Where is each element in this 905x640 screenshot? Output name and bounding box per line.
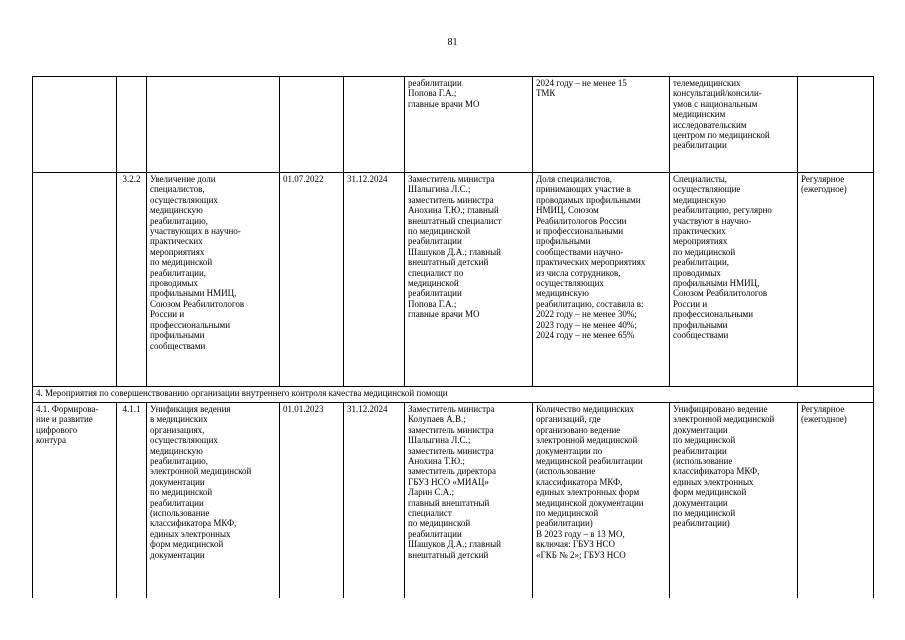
- activity-cell: Увеличение доли специалистов, осуществляющих медицинскую реабилитацию, участвующих в научно- практических мероприятиях по медицинской реабилитации, проводимых профильными НМИЦ, Союзом Реабилитологов России и профессиональными профильными сообществами: [147, 173, 280, 387]
- responsible-cell: Заместитель министра Шалыгина Л.С.; заместитель министра Анохина Т.Ю.; главный внештатный специалист по медицинской реабилитации Шашуков Д.А.; главный внештатный детский специалист по медицинской реабилитации Попова Г.А.; главные врачи МО: [405, 173, 533, 387]
- end-date-cell: 31.12.2024: [344, 403, 405, 599]
- section-header-row: [33, 387, 874, 403]
- activity-cell: [147, 77, 280, 173]
- item-number-cell: 3.2.2: [117, 173, 147, 387]
- end-date-cell: 31.12.2024: [344, 173, 405, 387]
- table-row: [33, 173, 874, 387]
- task-cell: [33, 173, 117, 387]
- frequency-cell: [798, 77, 874, 173]
- start-date-cell: 01.07.2022: [280, 173, 344, 387]
- section-header: 4. Мероприятия по совершенствованию организации внутреннего контроля качества медицинской помощи: [33, 387, 874, 403]
- frequency-cell: Регулярное (ежегодное): [798, 173, 874, 387]
- table-row: [33, 403, 874, 599]
- indicator-cell: 2024 году – не менее 15 ТМК: [533, 77, 670, 173]
- result-cell: Специалисты, осуществляющие медицинскую реабилитацию, регулярно участвуют в научно- практических мероприятиях по медицинской реабилитации, проводимых профильными НМИЦ, Союзом Реабилитологов России и профессиональными профильными сообществами: [670, 173, 798, 387]
- result-cell: телемедицинских консультаций/консили- умов с национальным медицинским исследовательским центром по медицинской реабилитации: [670, 77, 798, 173]
- indicator-cell: Количество медицинских организаций, где организовано ведение электронной медицинской документации по медицинской реабилитации (использование классификатора МКФ, единых электронных форм медицинской документации по медицинской реабилитации) В 2023 году – в 13 МО, включая: ГБУЗ НСО «ГКБ № 2»; ГБУЗ НСО: [533, 403, 670, 599]
- start-date-cell: 01.01.2023: [280, 403, 344, 599]
- frequency-cell: Регулярное (ежегодное): [798, 403, 874, 599]
- item-number-cell: [117, 77, 147, 173]
- page-number: 81: [447, 37, 458, 48]
- start-date-cell: [280, 77, 344, 173]
- responsible-cell: реабилитации Попова Г.А.; главные врачи МО: [405, 77, 533, 173]
- task-cell: 4.1. Формирова- ние и развитие цифрового контура: [33, 403, 117, 599]
- table-row: [33, 77, 874, 173]
- activity-cell: Унификация ведения в медицинских организациях, осуществляющих медицинскую реабилитацию, электронной медицинской документации по медицинской реабилитации (использование классификатора МКФ, единых электронных форм медицинской документации: [147, 403, 280, 599]
- end-date-cell: [344, 77, 405, 173]
- responsible-cell: Заместитель министра Колупаев А.В.; заместитель министра Шалыгина Л.С.; заместитель министра Анохина Т.Ю.; заместитель директора ГБУЗ НСО «МИАЦ» Ларин С.А.; главный внештатный специалист по медицинской реабилитации Шашуков Д.А.; главный внештатный детский: [405, 403, 533, 599]
- task-cell: [33, 77, 117, 173]
- indicator-cell: Доля специалистов, принимающих участие в проводимых профильными НМИЦ, Союзом Реабилитологов России и профессиональными профильными сообществами научно- практических мероприятиях из числа сотрудников, осуществляющих медицинскую реабилитацию, составила в: 2022 году – не менее 30%; 2023 году – не менее 40%; 2024 году – не менее 65%: [533, 173, 670, 387]
- activities-table: [32, 76, 874, 598]
- result-cell: Унифицировано ведение электронной медицинской документации по медицинской реабилитации (использование классификатора МКФ, единых электронных форм медицинской документации по медицинской реабилитации): [670, 403, 798, 599]
- item-number-cell: 4.1.1: [117, 403, 147, 599]
